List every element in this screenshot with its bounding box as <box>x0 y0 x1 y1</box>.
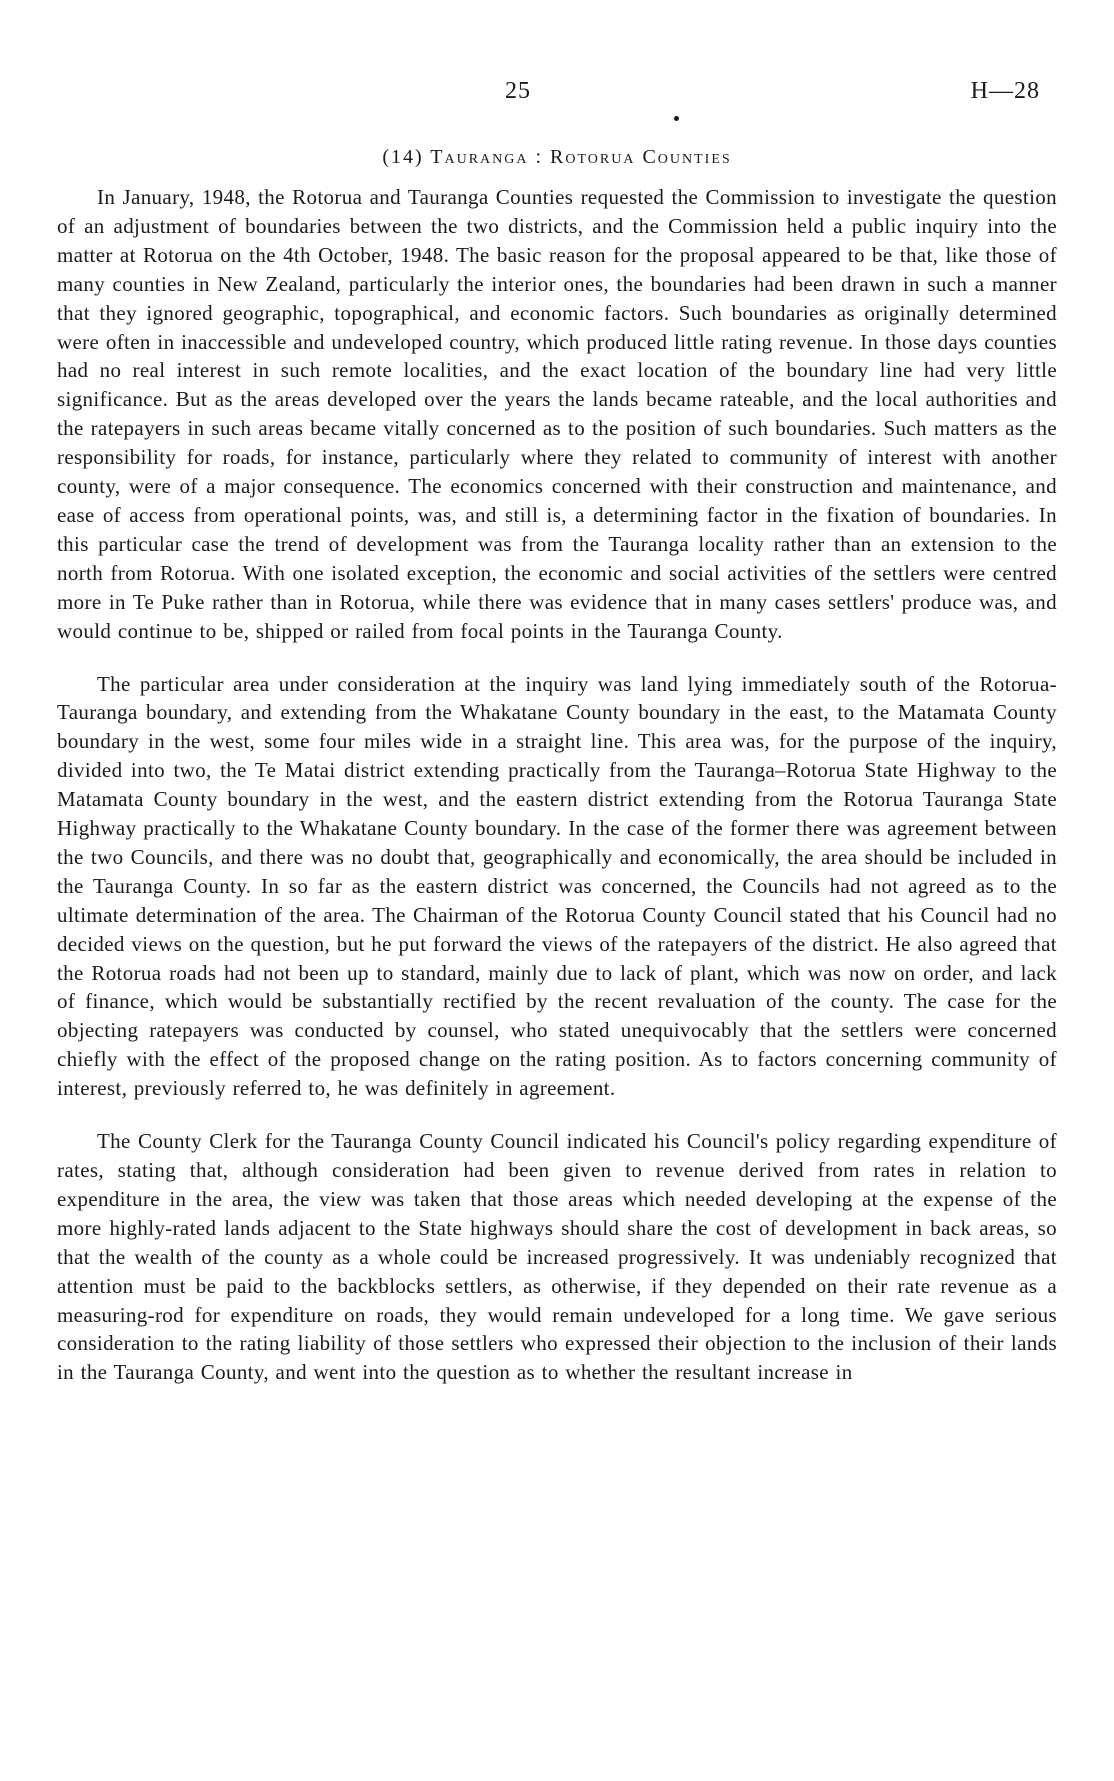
page-header <box>0 78 1114 108</box>
paragraph-1: In January, 1948, the Rotorua and Tauranga Counties requested the Commission to investigate the question of an adjustment of boundaries between the two districts, and the Commission held a public inquiry into the matter at Rotorua on the 4th October, 1948. The basic reason for the proposal appeared to be that, like those of many counties in New Zealand, particularly the interior ones, the boundaries had been drawn in such a manner that they ignored geographic, topographical, and economic factors. Such boundaries as originally determined were often in inaccessible and undeveloped country, which produced little rating revenue. In those days counties had no real interest in such remote localities, and the exact location of the boundary line had very little significance. But as the areas developed over the years the lands became rateable, and the local authorities and the ratepayers in such areas became vitally concerned as to the position of such boundaries. Such matters as the responsibility for roads, for instance, particularly where they related to community of interest with another county, were of a major consequence. The economics concerned with their construction and maintenance, and ease of access from operational points, was, and still is, a determining factor in the fixation of boundaries. In this particular case the trend of development was from the Tauranga locality rather than an extension to the north from Rotorua. With one isolated exception, the economic and social activities of the settlers were centred more in Te Puke rather than in Rotorua, while there was evidence that in many cases settlers' produce was, and would continue to be, shipped or railed from focal points in the Tauranga County. <box>57 185 1057 643</box>
page-number: 25 <box>505 78 531 104</box>
body-text <box>57 183 1057 1411</box>
document-reference: H—28 <box>970 78 1040 104</box>
section-heading: (14) Tauranga : Rotorua Counties <box>382 146 732 168</box>
paragraph-2: The particular area under consideration at the inquiry was land lying immediately south of the Rotorua-Tauranga boundary, and extending from the Whakatane County boundary in the east, to the Matamata County boundary in the west, some four miles wide in a straight line. This area was, for the purpose of the inquiry, divided into two, the Te Matai district extending practically from the Tauranga–Rotorua State Highway to the Matamata County boundary in the west, and the eastern district extending from the Rotorua Tauranga State Highway practically to the Whakatane County boundary. In the case of the former there was agreement between the two Councils, and there was no doubt that, geographically and economically, the area should be included in the Tauranga County. In so far as the eastern district was concerned, the Councils had not agreed as to the ultimate determination of the area. The Chairman of the Rotorua County Council stated that his Council had no decided views on the question, but he put forward the views of the ratepayers of the district. He also agreed that the Rotorua roads had not been up to standard, mainly due to lack of plant, which was now on order, and lack of finance, which would be substantially rectified by the recent revaluation of the county. The case for the objecting ratepayers was conducted by counsel, who stated unequivocably that the settlers were concerned chiefly with the effect of the proposed change on the rating position. As to factors concerning community of interest, previously referred to, he was definitely in agreement. <box>57 671 1057 1101</box>
bullet-mark-icon <box>674 116 679 121</box>
paragraph-3: The County Clerk for the Tauranga County Council indicated his Council's policy regarding expenditure of rates, stating that, although consideration had been given to revenue derived from rates in relation to expenditure in the area, the view was taken that those areas which needed developing at the expense of the more highly-rated lands adjacent to the State highways should share the cost of development in back areas, so that the wealth of the county as a whole could be increased progressively. It was undeniably recognized that attention must be paid to the backblocks settlers, as otherwise, if they depended on their rate revenue as a measuring-rod for expenditure on roads, they would remain undeveloped for a long time. We gave serious consideration to the rating liability of those settlers who expressed their objection to the inclusion of their lands in the Tauranga County, and went into the question as to whether the resultant increase in <box>57 1129 1057 1385</box>
